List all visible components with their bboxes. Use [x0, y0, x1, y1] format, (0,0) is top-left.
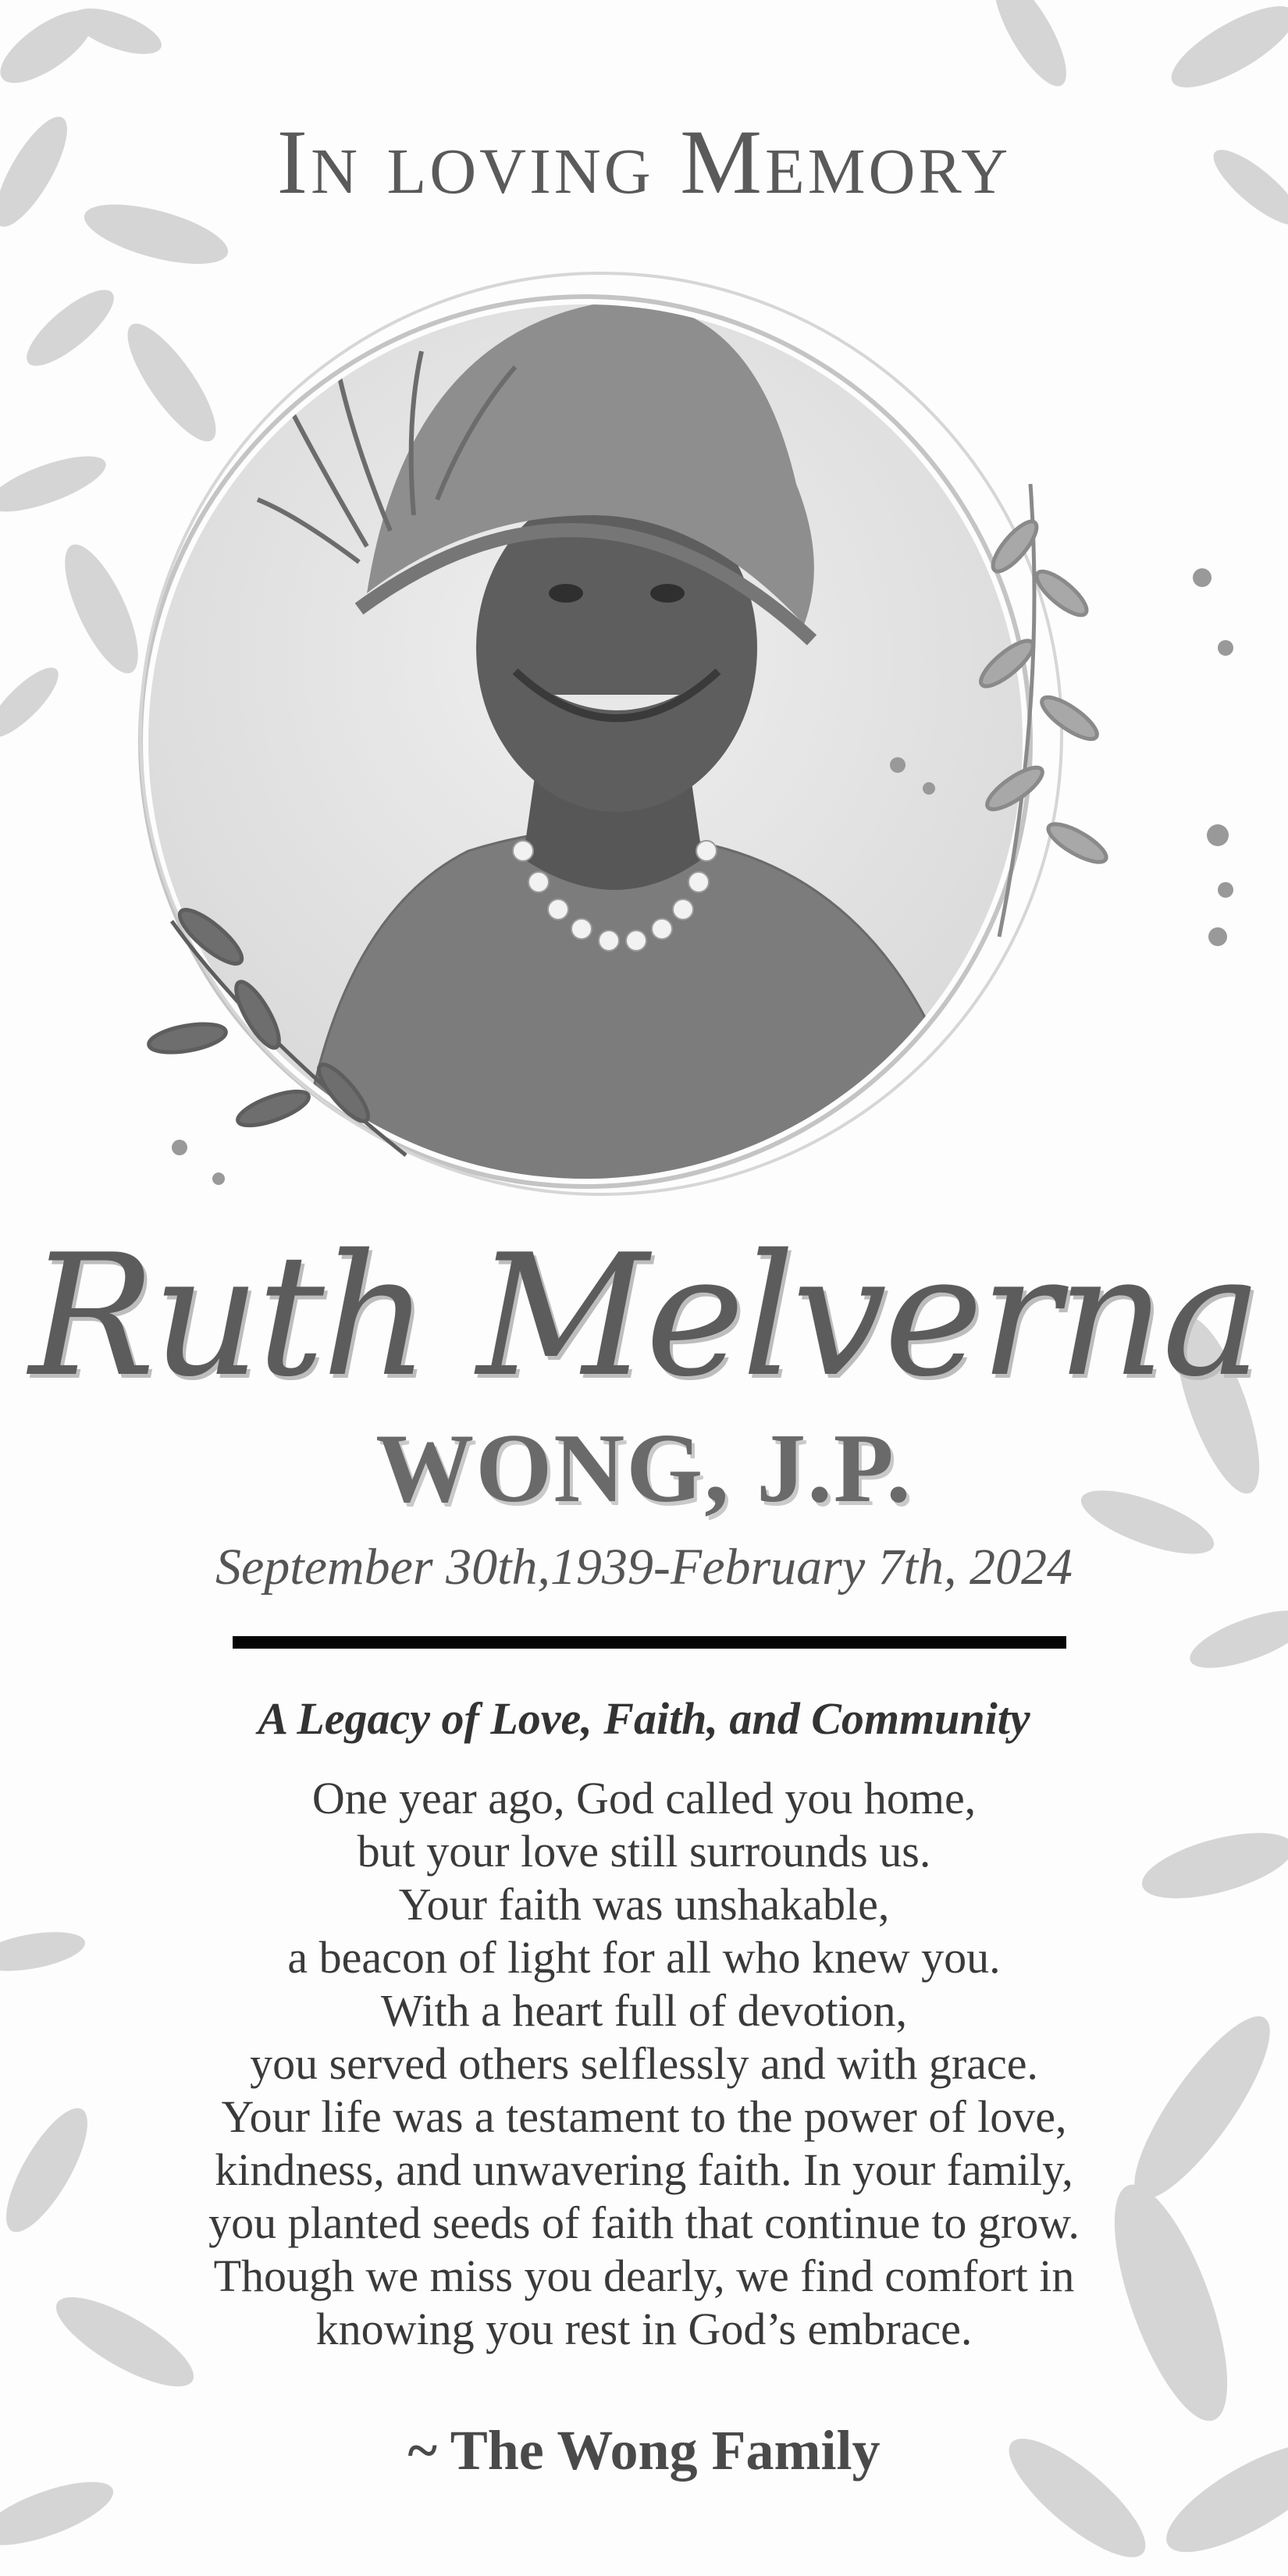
first-names: Ruth Melverna — [29, 1218, 1259, 1414]
poem-line: a beacon of light for all who knew you. — [287, 1932, 1001, 1983]
poem-line: but your love still surrounds us. — [357, 1826, 931, 1877]
life-dates: September 30th,1939-February 7th, 2024 — [215, 1539, 1073, 1596]
poem — [0, 1772, 1288, 2356]
poem-line: Your life was a testament to the power of love, — [221, 2091, 1067, 2142]
poem-line: Your faith was unshakable, — [398, 1879, 890, 1930]
poem-line: Though we miss you dearly, we find comfort in — [213, 2250, 1075, 2301]
legacy-title: A Legacy of Love, Faith, and Community — [258, 1693, 1030, 1744]
poem-line: With a heart full of devotion, — [380, 1985, 908, 2036]
page-heading: In loving Memory — [276, 111, 1012, 213]
signature: ~ The Wong Family — [407, 2419, 881, 2482]
poem-line: you served others selflessly and with grace. — [250, 2038, 1038, 2089]
divider — [233, 1636, 1066, 1649]
surname: WONG, J.P. — [375, 1414, 913, 1523]
poem-line: knowing you rest in God’s embrace. — [315, 2304, 973, 2354]
poem-line: One year ago, God called you home, — [311, 1773, 977, 1823]
poem-line: you planted seeds of faith that continue to grow. — [208, 2197, 1080, 2248]
poem-line: kindness, and unwavering faith. In your family, — [215, 2144, 1073, 2195]
